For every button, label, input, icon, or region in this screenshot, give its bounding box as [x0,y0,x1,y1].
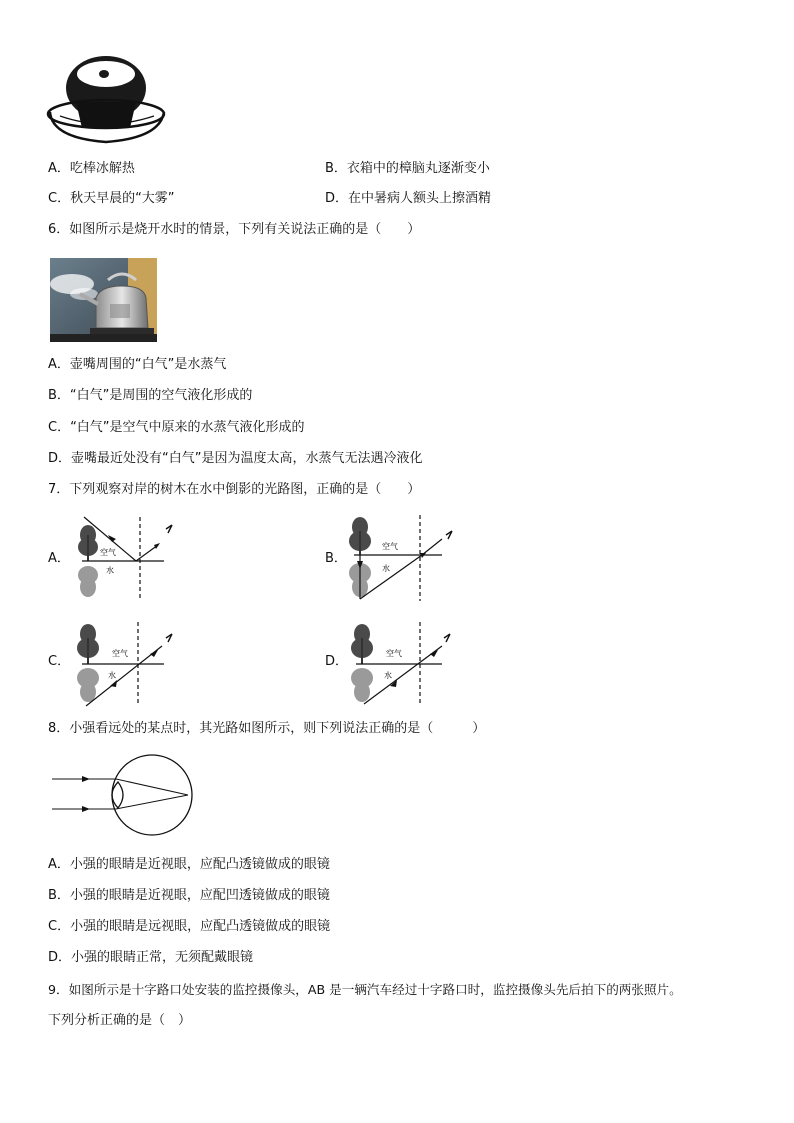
air-label: 空气 [382,542,398,551]
q7-label-b: B． [325,551,347,566]
q5-option-d: D．在中暑病人额头上擦酒精 [325,191,492,206]
q9-stem-line2: 下列分析正确的是（ ） [48,1013,192,1028]
q7-label-d: D． [325,654,349,669]
water-label: 水 [106,566,114,575]
q7-label-c: C． [48,654,71,669]
air-label: 空气 [386,649,402,658]
q5-option-b: B．衣箱中的樟脑丸逐渐变小 [325,161,490,176]
q7-diagram-a [72,515,182,605]
q6-stem: 6．如图所示是烧开水时的情景，下列有关说法正确的是（ ） [48,222,421,237]
q6-option-d: D．壶嘴最近处没有“白气”是因为温度太高，水蒸气无法遇冷液化 [48,451,423,466]
q6-option-b: B．“白气”是周围的空气液化形成的 [48,388,253,403]
q7-diagram-c [72,620,182,708]
q8-option-d: D．小强的眼睛正常，无须配戴眼镜 [48,950,254,965]
q7-diagram-d [344,620,464,708]
air-label: 空气 [100,548,116,557]
q9-stem-line1: 9．如图所示是十字路口处安装的监控摄像头，AB 是一辆汽车经过十字路口时，监控摄像头先后拍下的两张照片。 [48,982,682,997]
eye-diagram [48,752,198,838]
kettle-photo [50,258,157,342]
q8-stem: 8．小强看远处的某点时，其光路如图所示，则下列说法正确的是（ ） [48,721,486,736]
water-label: 水 [382,564,390,573]
ice-basin-figure [46,52,170,148]
q6-option-c: C．“白气”是空气中原来的水蒸气液化形成的 [48,420,305,435]
q5-option-a: A．吃棒冰解热 [48,161,135,176]
water-label: 水 [108,671,116,680]
air-label: 空气 [112,649,128,658]
water-label: 水 [384,671,392,680]
q7-label-a: A． [48,551,70,566]
q5-option-c: C．秋天早晨的“大雾” [48,191,175,206]
q8-option-c: C．小强的眼睛是远视眼，应配凸透镜做成的眼镜 [48,919,331,934]
q8-option-a: A．小强的眼睛是近视眼，应配凸透镜做成的眼镜 [48,857,330,872]
q7-diagram-b [342,513,462,605]
q8-option-b: B．小强的眼睛是近视眼，应配凹透镜做成的眼镜 [48,888,330,903]
q7-stem: 7．下列观察对岸的树木在水中倒影的光路图，正确的是（ ） [48,482,421,497]
q6-option-a: A．壶嘴周围的“白气”是水蒸气 [48,357,227,372]
